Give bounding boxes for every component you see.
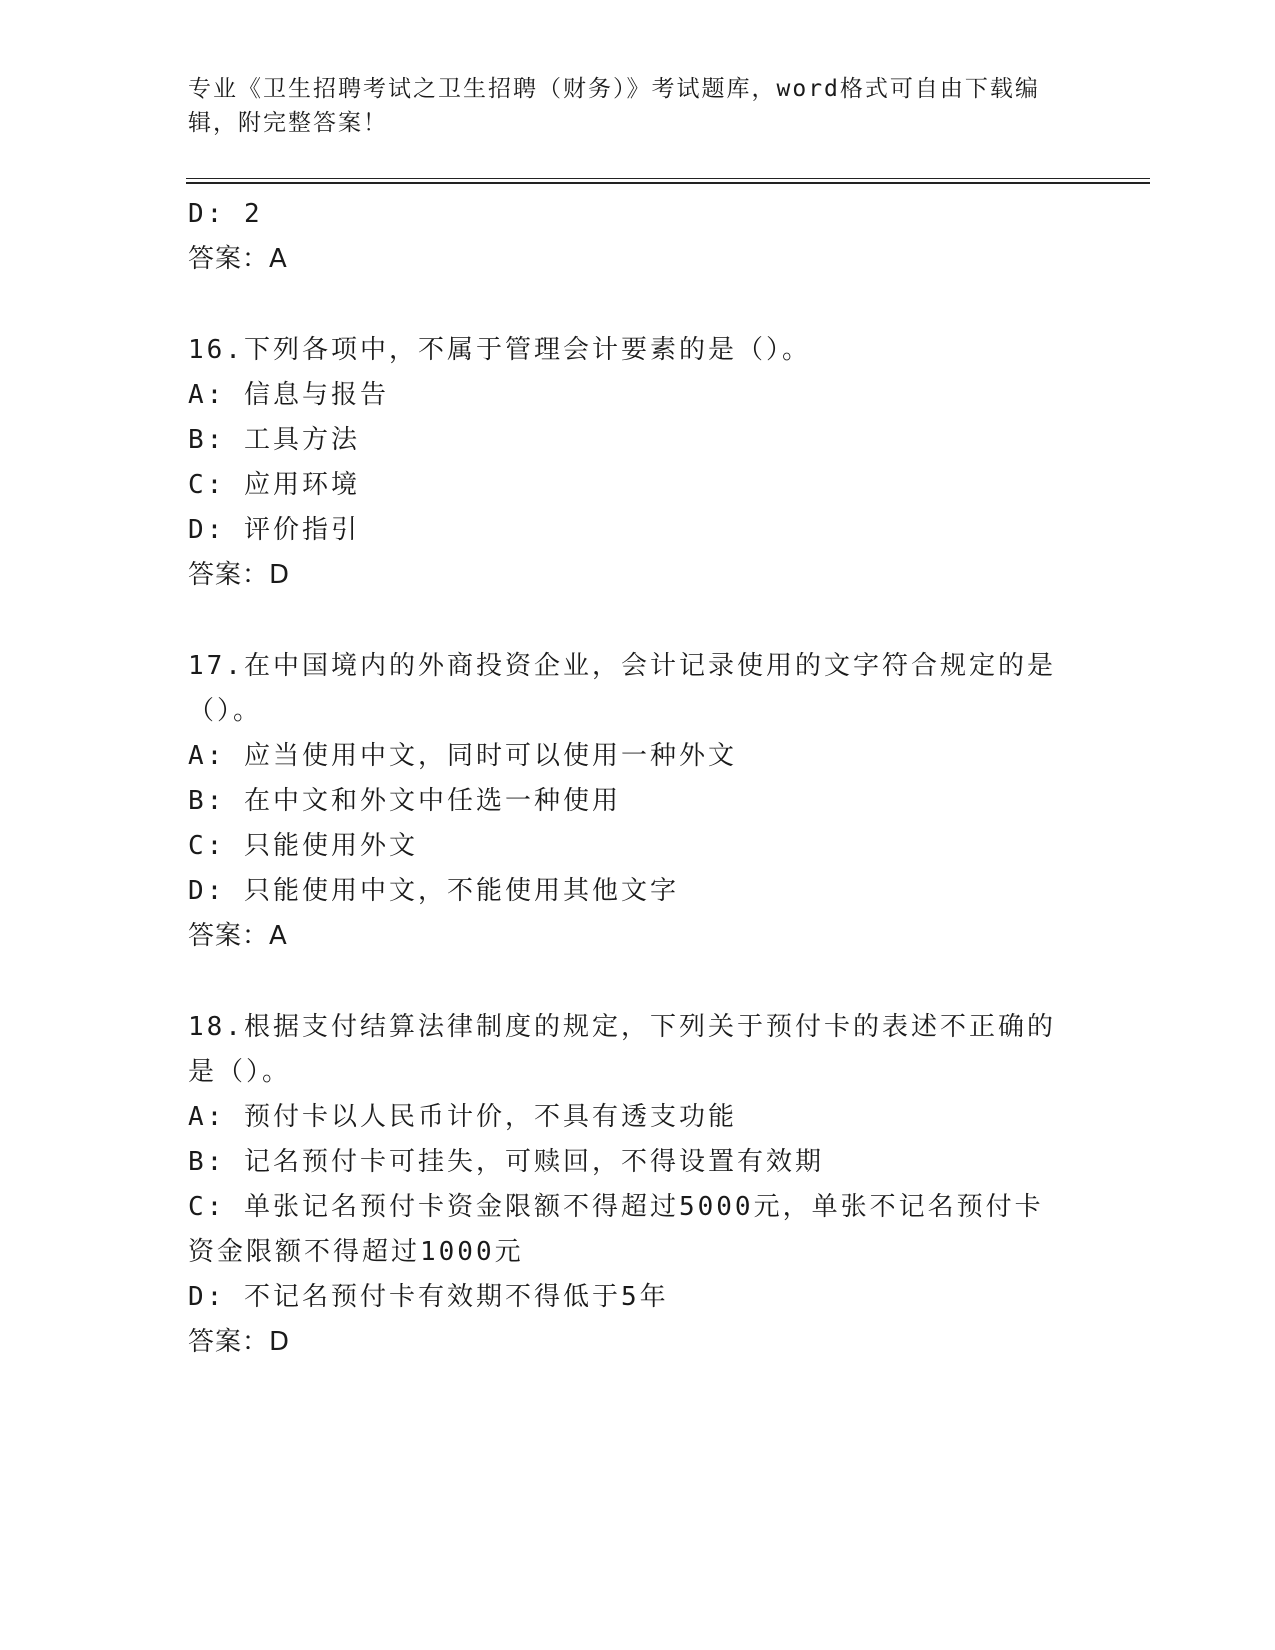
option-a: A: 信息与报告 [188, 380, 389, 410]
option-a: A: 预付卡以人民币计价，不具有透支功能 [188, 1102, 737, 1132]
question-stem: 18.根据支付结算法律制度的规定，下列关于预付卡的表述不正确的是（）。 [188, 1012, 1056, 1087]
question-stem: 16.下列各项中，不属于管理会计要素的是（）。 [188, 335, 811, 365]
page-header: 专业《卫生招聘考试之卫生招聘（财务）》考试题库，word格式可自由下载编辑，附完整答案！ [188, 76, 1040, 136]
option-d: D: 只能使用中文，不能使用其他文字 [188, 876, 679, 906]
question-18 [188, 1005, 1068, 1365]
option-c: C: 应用环境 [188, 470, 360, 500]
prev-answer: 答案：A [188, 244, 288, 274]
question-16 [188, 328, 1068, 598]
question-17 [188, 644, 1068, 959]
answer: 答案：A [188, 921, 288, 951]
option-d: D: 不记名预付卡有效期不得低于5年 [188, 1282, 669, 1312]
answer: 答案：D [188, 1327, 291, 1357]
option-a: A: 应当使用中文，同时可以使用一种外文 [188, 741, 737, 771]
question-stem: 17.在中国境内的外商投资企业，会计记录使用的文字符合规定的是（）。 [188, 651, 1056, 726]
option-d: D: 评价指引 [188, 515, 360, 545]
header-rule-thin [186, 178, 1150, 179]
prev-option-d: D: 2 [188, 199, 263, 229]
header-rule-thick [186, 182, 1150, 184]
option-b: B: 在中文和外文中任选一种使用 [188, 786, 621, 816]
answer: 答案：D [188, 560, 291, 590]
option-c: C: 单张记名预付卡资金限额不得超过5000元，单张不记名预付卡资金限额不得超过1000元 [188, 1192, 1044, 1267]
option-c: C: 只能使用外文 [188, 831, 418, 861]
option-b: B: 记名预付卡可挂失，可赎回，不得设置有效期 [188, 1147, 824, 1177]
option-b: B: 工具方法 [188, 425, 360, 455]
question-content [188, 192, 1068, 1365]
